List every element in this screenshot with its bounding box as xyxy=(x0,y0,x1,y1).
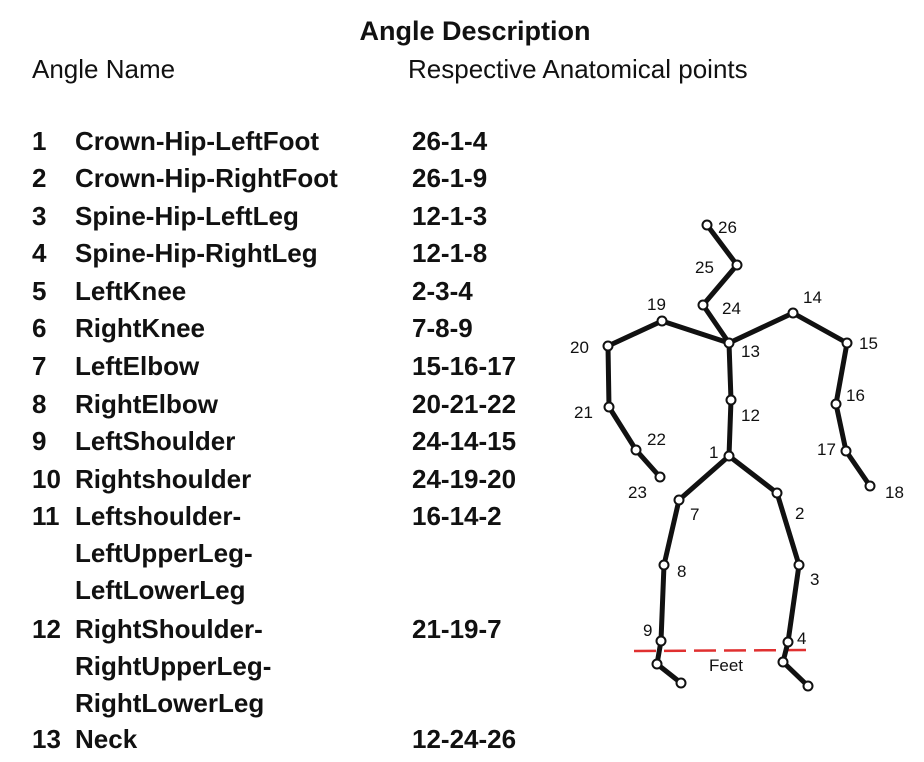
angle-name-line: RightElbow xyxy=(75,389,218,419)
anatomical-points: 16-14-2 xyxy=(412,501,502,531)
anatomical-points: 26-1-9 xyxy=(412,163,488,193)
angle-number: 3 xyxy=(32,201,47,231)
anatomical-points: 12-1-8 xyxy=(412,238,488,268)
keypoint-label: 25 xyxy=(695,258,714,277)
angle-number: 4 xyxy=(32,238,47,268)
anatomical-points: 15-16-17 xyxy=(412,351,517,381)
skeleton-joint xyxy=(658,317,667,326)
angle-number: 10 xyxy=(32,464,61,494)
angle-name-line: LeftLowerLeg xyxy=(75,575,246,605)
skeleton-bone xyxy=(846,451,870,486)
angle-name-line: LeftElbow xyxy=(75,351,200,381)
anatomical-points-header: Respective Anatomical points xyxy=(408,54,748,84)
skeleton-joint xyxy=(727,396,736,405)
skeleton-joint xyxy=(604,342,613,351)
skeleton-joint xyxy=(795,561,804,570)
angle-number: 5 xyxy=(32,276,47,306)
skeleton-joint xyxy=(632,446,641,455)
angle-name-line: Crown-Hip-LeftFoot xyxy=(75,126,320,156)
page-title: Angle Description xyxy=(359,16,591,46)
skeleton-joint xyxy=(789,309,798,318)
angle-name-line: Spine-Hip-RightLeg xyxy=(75,238,318,268)
skeleton-bone xyxy=(608,346,609,407)
skeleton-bone xyxy=(608,321,662,346)
keypoint-label: 8 xyxy=(677,562,687,581)
angle-name-line: Spine-Hip-LeftLeg xyxy=(75,201,299,231)
keypoint-label: 16 xyxy=(846,386,865,405)
keypoint-label: 2 xyxy=(795,504,805,523)
keypoint-label: 12 xyxy=(741,406,760,425)
keypoint-label: 7 xyxy=(690,505,700,524)
keypoint-label: 4 xyxy=(797,629,807,648)
skeleton-joint xyxy=(605,403,614,412)
skeleton-joint xyxy=(657,637,666,646)
skeleton-joint xyxy=(804,682,813,691)
keypoint-label: 23 xyxy=(628,483,647,502)
angle-name-line: LeftShoulder xyxy=(75,426,236,456)
skeleton-joint xyxy=(675,496,684,505)
keypoint-label: 24 xyxy=(722,299,741,318)
skeleton-joint xyxy=(784,638,793,647)
angle-name-line: Rightshoulder xyxy=(75,464,252,494)
skeleton-joint xyxy=(677,679,686,688)
skeleton-joint xyxy=(773,489,782,498)
keypoint-label: 22 xyxy=(647,430,666,449)
skeleton-bone xyxy=(729,400,731,456)
skeleton-joint xyxy=(656,473,665,482)
keypoint-label: 1 xyxy=(709,443,719,462)
angle-number: 8 xyxy=(32,389,47,419)
keypoint-label: 9 xyxy=(643,621,653,640)
keypoint-label: 20 xyxy=(570,338,589,357)
anatomical-points: 2-3-4 xyxy=(412,276,473,306)
skeleton-bone xyxy=(729,343,731,400)
anatomical-points: 26-1-4 xyxy=(412,126,488,156)
angle-name-header: Angle Name xyxy=(32,54,176,84)
skeleton-bone xyxy=(661,565,664,641)
skeleton-joint xyxy=(725,339,734,348)
skeleton-joint xyxy=(699,301,708,310)
anatomical-points: 24-14-15 xyxy=(412,426,517,456)
keypoint-label: 14 xyxy=(803,288,822,307)
skeleton-bone xyxy=(679,456,729,500)
anatomical-points: 12-24-26 xyxy=(412,724,517,754)
anatomical-points: 21-19-7 xyxy=(412,614,502,644)
angle-name-line: LeftKnee xyxy=(75,276,187,306)
skeleton-joint xyxy=(779,658,788,667)
feet-label: Feet xyxy=(709,656,744,675)
keypoint-label: 13 xyxy=(741,342,760,361)
angle-number: 13 xyxy=(32,724,61,754)
skeleton-joint xyxy=(843,339,852,348)
anatomical-points: 24-19-20 xyxy=(412,464,517,494)
angle-number: 6 xyxy=(32,313,47,343)
keypoint-label: 17 xyxy=(817,440,836,459)
angle-name-line: RightShoulder- xyxy=(75,614,263,644)
keypoint-label: 21 xyxy=(574,403,593,422)
keypoint-label: 3 xyxy=(810,570,820,589)
angle-number: 2 xyxy=(32,163,47,193)
angle-name-line: Leftshoulder- xyxy=(75,501,242,531)
angle-name-line: Crown-Hip-RightFoot xyxy=(75,163,338,193)
angle-number: 12 xyxy=(32,614,61,644)
keypoint-label: 26 xyxy=(718,218,737,237)
skeleton-joint xyxy=(703,221,712,230)
angle-number: 11 xyxy=(32,501,60,531)
skeleton-bone xyxy=(793,313,847,343)
angle-number: 1 xyxy=(32,126,47,156)
skeleton-joint xyxy=(725,452,734,461)
keypoint-label: 18 xyxy=(885,483,904,502)
keypoint-label: 15 xyxy=(859,334,878,353)
anatomical-points: 12-1-3 xyxy=(412,201,488,231)
skeleton-joint xyxy=(660,561,669,570)
skeleton-bone xyxy=(609,407,636,450)
anatomical-points: 7-8-9 xyxy=(412,313,473,343)
skeleton-joint xyxy=(653,660,662,669)
angle-name-line: RightLowerLeg xyxy=(75,688,265,718)
angle-name-line: RightKnee xyxy=(75,313,205,343)
angle-name-line: RightUpperLeg- xyxy=(75,651,272,681)
skeleton-joint xyxy=(733,261,742,270)
angle-name-line: Neck xyxy=(75,724,138,754)
skeleton-bone xyxy=(836,404,846,451)
angle-number: 7 xyxy=(32,351,47,381)
anatomical-points: 20-21-22 xyxy=(412,389,517,419)
skeleton-bone xyxy=(664,500,679,565)
keypoint-label: 19 xyxy=(647,295,666,314)
skeleton-joint xyxy=(866,482,875,491)
angle-name-line: LeftUpperLeg- xyxy=(75,538,253,568)
angle-number: 9 xyxy=(32,426,47,456)
skeleton-bone xyxy=(729,456,777,493)
skeleton-joint xyxy=(842,447,851,456)
skeleton-joint xyxy=(832,400,841,409)
